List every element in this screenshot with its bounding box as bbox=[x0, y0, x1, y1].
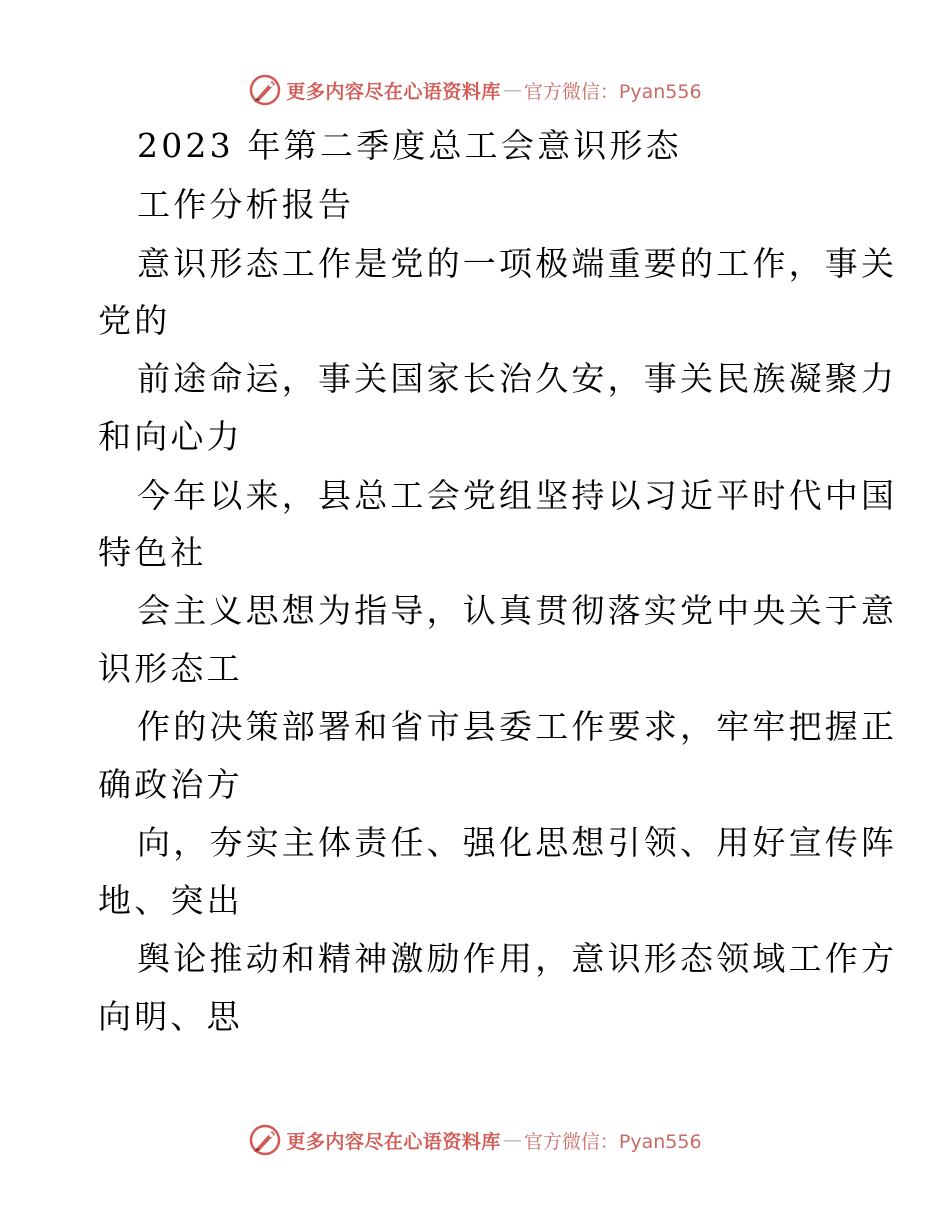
paragraph-line: 作的决策部署和省市县委工作要求，牢牢把握正 bbox=[137, 707, 898, 746]
paragraph-line: 向明、思 bbox=[98, 997, 243, 1036]
quill-pen-logo-icon bbox=[248, 1123, 282, 1157]
watermark-text: 更多内容尽在心语资料库 bbox=[286, 80, 501, 103]
watermark-separator: — bbox=[502, 79, 522, 101]
paragraph-line: 向，夯实主体责任、强化思想引领、用好宣传阵 bbox=[137, 823, 898, 862]
paragraph-line: 确政治方 bbox=[98, 765, 243, 804]
paragraph-line: 特色社 bbox=[98, 533, 207, 572]
paragraph-line: 意识形态工作是党的一项极端重要的工作，事关 bbox=[137, 244, 898, 283]
paragraph-line: 会主义思想为指导，认真贯彻落实党中央关于意 bbox=[137, 591, 898, 630]
paragraph-line: 党的 bbox=[98, 301, 171, 340]
paragraph-line: 舆论推动和精神激励作用，意识形态领域工作方 bbox=[137, 939, 898, 978]
document-title-line-1: 2023 年第二季度总工会意识形态 bbox=[137, 126, 682, 165]
paragraph-line: 和向心力 bbox=[98, 417, 243, 456]
watermark-header bbox=[0, 70, 950, 110]
document-title-line-2: 工作分析报告 bbox=[137, 185, 355, 224]
watermark-footer bbox=[0, 1120, 950, 1160]
paragraph-line: 识形态工 bbox=[98, 649, 243, 688]
paragraph-line: 今年以来，县总工会党组坚持以习近平时代中国 bbox=[137, 476, 898, 515]
watermark-separator: — bbox=[502, 1129, 522, 1151]
paragraph-line: 地、突出 bbox=[98, 881, 243, 920]
paragraph-line: 前途命运，事关国家长治久安，事关民族凝聚力 bbox=[137, 359, 898, 398]
watermark-contact: 官方微信：Pyan556 bbox=[523, 80, 702, 103]
watermark-contact: 官方微信：Pyan556 bbox=[523, 1130, 702, 1153]
watermark-text: 更多内容尽在心语资料库 bbox=[286, 1130, 501, 1153]
quill-pen-logo-icon bbox=[248, 73, 282, 107]
